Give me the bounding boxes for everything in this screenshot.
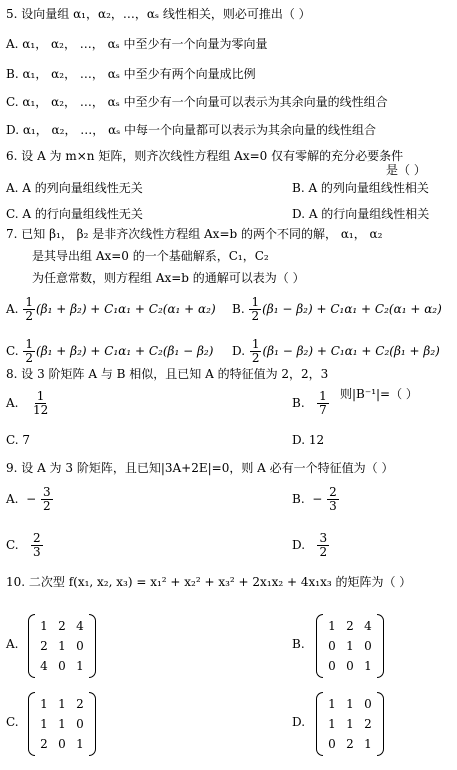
matrix-cell: 1 xyxy=(346,697,354,711)
q6-option-d: D. A 的行向量组线性相关 xyxy=(292,207,430,221)
matrix-cell: 2 xyxy=(58,619,66,633)
q5-option-d: D. α₁， α₂， …， αₛ 中每一个向量都可以表示为其余向量的线性组合 xyxy=(6,123,377,137)
matrix-cell: 2 xyxy=(364,717,372,731)
q6-option-a: A. A 的列向量组线性无关 xyxy=(6,181,143,195)
q10-option-a-matrix xyxy=(28,614,96,678)
q10-option-c-label: C. xyxy=(6,715,19,729)
matrix-cell: 0 xyxy=(328,737,336,751)
matrix-cell: 0 xyxy=(328,659,336,673)
matrix-cell: 0 xyxy=(364,697,372,711)
q6-stem-tail: 是（ ） xyxy=(386,163,426,177)
q10-option-a-label: A. xyxy=(6,637,19,651)
matrix-cell: 0 xyxy=(58,659,66,673)
q10-stem: 10. 二次型 f(x₁, x₂, x₃) = x₁² + x₂² + x₃² + 2x₁x₂ + 4x₁x₃ 的矩阵为（ ） xyxy=(6,575,412,589)
q9-option-b: B. − $\frac{2}{3}$ xyxy=(292,485,337,513)
q8-option-a: A. $\frac{1}{12}$ xyxy=(6,389,49,417)
q8-option-c: C. 7 xyxy=(6,433,31,447)
q9-option-d: D. $\frac{3}{2}$ xyxy=(292,531,328,559)
q9-option-c: C. $\frac{2}{3}$ xyxy=(6,531,41,559)
q7-stem-line2: 是其导出组 Ax=0 的一个基础解系，C₁，C₂ xyxy=(32,249,269,263)
matrix-cell: 1 xyxy=(40,697,48,711)
q5-stem: 5. 设向量组 α₁，α₂，…，αₛ 线性相关，则必可推出（ ） xyxy=(6,7,311,21)
matrix-cell: 4 xyxy=(364,619,372,633)
q10-option-b-matrix xyxy=(316,614,384,678)
q8-stem-tail: 则|B⁻¹|=（ ） xyxy=(340,387,418,401)
q8-option-b: B. $\frac{1}{7}$ xyxy=(292,389,327,417)
q8-stem: 8. 设 3 阶矩阵 A 与 B 相似，且已知 A 的特征值为 2，2，3 xyxy=(6,367,329,381)
q7-option-d: D. $\frac{1}{2}$ (β₁ − β₂) + C₁α₁ + C₂(β₁ + β₂) xyxy=(232,337,440,365)
q5-option-b: B. α₁， α₂， …， αₛ 中至少有两个向量成比例 xyxy=(6,67,256,81)
matrix-cell: 1 xyxy=(346,639,354,653)
matrix-cell: 1 xyxy=(58,639,66,653)
q10-option-d-label: D. xyxy=(292,715,306,729)
q9-stem: 9. 设 A 为 3 阶矩阵，且已知|3A+2E|=0，则 A 必有一个特征值为（ ） xyxy=(6,461,394,475)
q7-stem-line3: 为任意常数，则方程组 Ax=b 的通解可以表为（ ） xyxy=(32,271,305,285)
q7-stem-line1: 7. 已知 β₁， β₂ 是非齐次线性方程组 Ax=b 的两个不同的解， α₁， α₂ xyxy=(6,227,383,241)
matrix-cell: 0 xyxy=(58,737,66,751)
q8-option-d: D. 12 xyxy=(292,433,325,447)
q7-option-b: B. $\frac{1}{2}$ (β₁ − β₂) + C₁α₁ + C₂(α₁ + α₂) xyxy=(232,295,442,323)
q10-option-c-matrix xyxy=(28,692,96,756)
q7-option-c: C. $\frac{1}{2}$ (β₁ + β₂) + C₁α₁ + C₂(β₁ − β₂) xyxy=(6,337,214,365)
q7-option-a: A. $\frac{1}{2}$ (β₁ + β₂) + C₁α₁ + C₂(α₁ + α₂) xyxy=(6,295,216,323)
matrix-cell: 0 xyxy=(328,639,336,653)
matrix-cell: 4 xyxy=(40,659,48,673)
q9-option-a: A. − $\frac{3}{2}$ xyxy=(6,485,51,513)
matrix-cell: 1 xyxy=(328,697,336,711)
matrix-cell: 1 xyxy=(40,717,48,731)
matrix-cell: 1 xyxy=(328,619,336,633)
matrix-cell: 1 xyxy=(346,717,354,731)
matrix-cell: 1 xyxy=(328,717,336,731)
matrix-cell: 2 xyxy=(40,639,48,653)
matrix-cell: 1 xyxy=(364,737,372,751)
matrix-cell: 2 xyxy=(40,737,48,751)
matrix-cell: 4 xyxy=(76,619,84,633)
q6-stem: 6. 设 A 为 m×n 矩阵，则齐次线性方程组 Ax=0 仅有零解的充分必要条件 xyxy=(6,149,404,163)
q10-option-d-matrix xyxy=(316,692,384,756)
q6-option-c: C. A 的行向量组线性无关 xyxy=(6,207,143,221)
matrix-cell: 2 xyxy=(76,697,84,711)
matrix-cell: 1 xyxy=(58,717,66,731)
q5-option-c: C. α₁， α₂， …， αₛ 中至少有一个向量可以表示为其余向量的线性组合 xyxy=(6,95,388,109)
matrix-cell: 0 xyxy=(346,659,354,673)
matrix-cell: 0 xyxy=(76,717,84,731)
matrix-cell: 2 xyxy=(346,619,354,633)
matrix-cell: 1 xyxy=(76,659,84,673)
q5-option-a: A. α₁， α₂， …， αₛ 中至少有一个向量为零向量 xyxy=(6,37,268,51)
matrix-cell: 1 xyxy=(364,659,372,673)
matrix-cell: 0 xyxy=(76,639,84,653)
matrix-cell: 1 xyxy=(40,619,48,633)
matrix-cell: 1 xyxy=(58,697,66,711)
matrix-cell: 1 xyxy=(76,737,84,751)
q10-option-b-label: B. xyxy=(292,637,305,651)
q6-option-b: B. A 的列向量组线性相关 xyxy=(292,181,429,195)
matrix-cell: 2 xyxy=(346,737,354,751)
matrix-cell: 0 xyxy=(364,639,372,653)
